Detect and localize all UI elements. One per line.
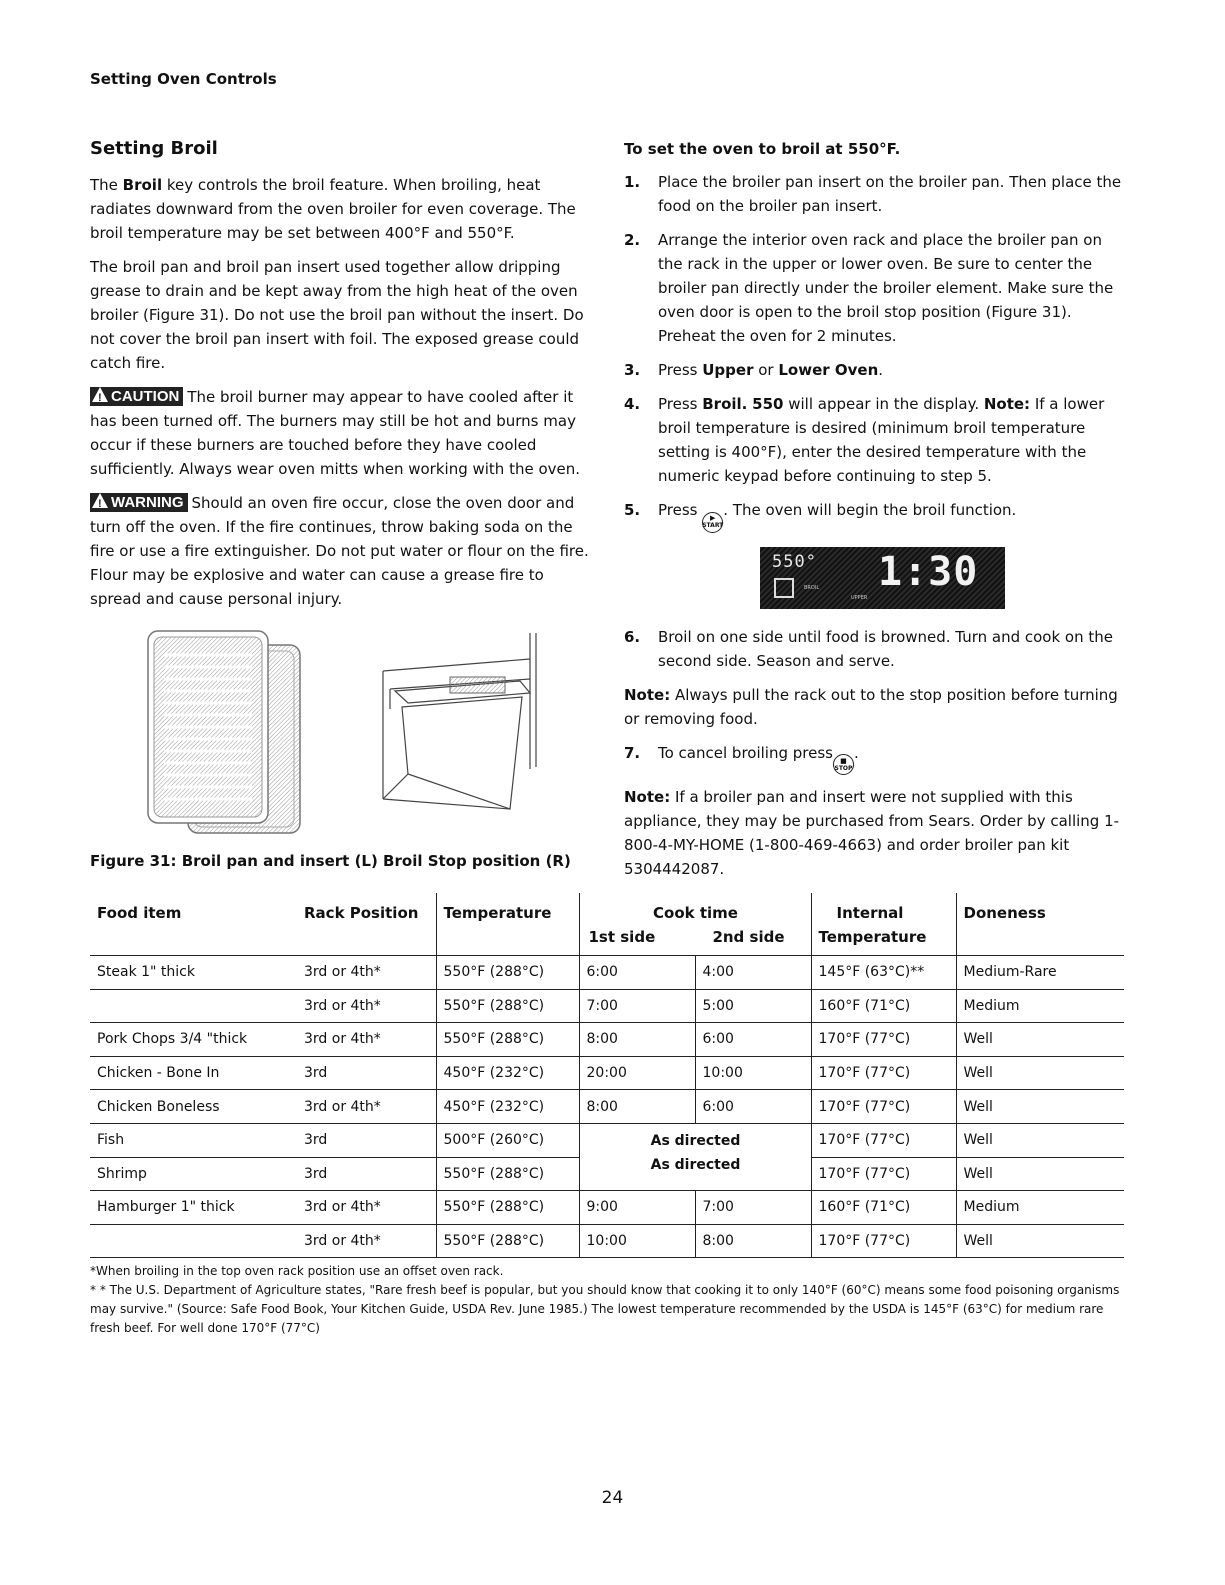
table-cell: 170°F (77°C) <box>811 1157 956 1191</box>
table-cell: 550°F (288°C) <box>436 1157 579 1191</box>
table-header-row <box>90 893 1124 956</box>
intro-paragraph: The Broil key controls the broil feature. When broiling, heat radiates downward from the oven broiler for even coverage. The broil temperature may be set between 400°F and 550°F. <box>90 176 576 242</box>
table-cell: 3rd <box>297 1157 436 1191</box>
table-footnotes <box>90 1262 1124 1338</box>
table-cell: Chicken - Bone In <box>90 1056 297 1090</box>
table-cell: Shrimp <box>90 1157 297 1191</box>
table-cell: As directed <box>579 1157 811 1191</box>
table-cell: 8:00 <box>579 1090 695 1124</box>
display-time: 1:30 <box>878 548 979 595</box>
broil-pan-illustration <box>90 629 590 844</box>
table-cell: 160°F (71°C) <box>811 989 956 1023</box>
table-cell: 6:00 <box>579 956 695 990</box>
table-cell: 3rd or 4th* <box>297 1224 436 1258</box>
setting-broil-title: Setting Broil <box>90 138 218 159</box>
header-internal-temperature: Internal Temperature <box>811 893 956 956</box>
table-cell: 170°F (77°C) <box>811 1224 956 1258</box>
table-row <box>90 1090 1124 1124</box>
step-7: 7. To cancel broiling press ■ STOP . <box>624 741 1129 776</box>
display-upper-label: UPPER <box>851 594 868 601</box>
right-column <box>624 140 1129 891</box>
table-cell: 500°F (260°C) <box>436 1123 579 1157</box>
table-row <box>90 989 1124 1023</box>
header-doneness: Doneness <box>956 893 1124 956</box>
figure-caption: Figure 31: Broil pan and insert (L) Broil Stop position (R) <box>90 852 571 870</box>
header-temperature: Temperature <box>436 893 579 956</box>
broil-pan-paragraph: The broil pan and broil pan insert used together allow dripping grease to drain and be kept away from the high heat of the oven broiler (Figure 31). Do not use the broil pan without the insert. Do not cover the broil pan insert with foil. The exposed grease could catch fire. <box>90 258 584 372</box>
table-cell: 3rd <box>297 1056 436 1090</box>
table-cell: Hamburger 1" thick <box>90 1191 297 1225</box>
figure-31 <box>90 629 590 844</box>
step-4: 4. Press Broil. 550 will appear in the display. Note: If a lower broil temperature is desired (minimum broil temperature setting is 400°F), enter the desired temperature with the numeric keypad before continuing to step 5. <box>624 395 1105 485</box>
table-cell: Medium <box>956 989 1124 1023</box>
table-row <box>90 956 1124 990</box>
warning-paragraph: ! WARNING Should an oven fire occur, close the oven door and turn off the oven. If the fire continues, throw baking soda on the fire or use a fire extinguisher. Do not put water or flour on the fire. Flour may be explosive and water can cause a grease fire to spread and cause personal injury. <box>90 494 589 608</box>
caution-paragraph: ! CAUTION The broil burner may appear to have cooled after it has been turned off. The burners may still be hot and burns may occur if these burners are touched before they have cooled sufficiently. Always wear oven mitts when working with the oven. <box>90 388 581 478</box>
table-cell: 550°F (288°C) <box>436 956 579 990</box>
footnote-usda: * * The U.S. Department of Agriculture states, "Rare fresh beef is popular, but you should know that cooking it to only 140°F (60°C) means some food poisoning organisms may survive." (Source: Safe Food Book, Your Kitchen Guide, USDA Rev. June 1985.) The lowest temperature recommended by the USDA is 145°F (63°C) for medium rare fresh beef. For well done 170°F (77°C) <box>90 1283 1120 1335</box>
table-cell: 8:00 <box>579 1023 695 1057</box>
table-cell <box>90 989 297 1023</box>
header-rack-position: Rack Position <box>297 893 436 956</box>
table-row <box>90 1056 1124 1090</box>
table-cell: 9:00 <box>579 1191 695 1225</box>
table-cell: 550°F (288°C) <box>436 1224 579 1258</box>
table-row <box>90 1123 1124 1157</box>
header-food-item: Food item <box>90 893 297 956</box>
display-oven-icon <box>774 578 794 598</box>
table-cell: 20:00 <box>579 1056 695 1090</box>
table-row <box>90 1191 1124 1225</box>
note-broiler-pan: Note: If a broiler pan and insert were not supplied with this appliance, they may be purchased from Sears. Order by calling 1-800-4-MY-HOME (1-800-469-4663) and order broiler pan kit 5304442087. <box>624 788 1120 878</box>
table-row <box>90 1157 1124 1191</box>
table-cell: Chicken Boneless <box>90 1090 297 1124</box>
table-cell: 170°F (77°C) <box>811 1056 956 1090</box>
left-column <box>90 138 590 870</box>
caution-badge: ! CAUTION <box>90 387 183 406</box>
broil-steps-cancel <box>624 741 1129 776</box>
header-cook-time: Cook time 1st side 2nd side <box>579 893 811 956</box>
page-number: 24 <box>601 1488 624 1508</box>
table-cell: 550°F (288°C) <box>436 1023 579 1057</box>
broil-550-title: To set the oven to broil at 550°F. <box>624 140 901 158</box>
table-cell: 3rd or 4th* <box>297 1023 436 1057</box>
display-broil-label: BROIL <box>804 584 820 591</box>
warning-badge: ! WARNING <box>90 493 188 512</box>
section-header: Setting Oven Controls <box>90 70 277 88</box>
table-cell: 550°F (288°C) <box>436 989 579 1023</box>
table-cell: 4:00 <box>695 956 811 990</box>
table-row <box>90 1023 1124 1057</box>
table-cell: Well <box>956 1123 1124 1157</box>
table-cell: 550°F (288°C) <box>436 1191 579 1225</box>
warning-triangle-icon: ! <box>92 493 108 508</box>
table-cell: 3rd or 4th* <box>297 1090 436 1124</box>
step-3: 3. Press Upper or Lower Oven. <box>624 361 884 379</box>
display-temperature: 550° <box>772 551 817 572</box>
step-1: 1. Place the broiler pan insert on the broiler pan. Then place the food on the broiler pan insert. <box>624 173 1122 215</box>
table-cell: 160°F (71°C) <box>811 1191 956 1225</box>
broil-steps-cont <box>624 625 1129 673</box>
table-cell: 450°F (232°C) <box>436 1090 579 1124</box>
table-cell: Fish <box>90 1123 297 1157</box>
warning-triangle-icon: ! <box>92 387 108 402</box>
table-cell: Steak 1" thick <box>90 956 297 990</box>
table-cell: 3rd or 4th* <box>297 956 436 990</box>
table-cell: Well <box>956 1023 1124 1057</box>
table-cell: 170°F (77°C) <box>811 1090 956 1124</box>
table-cell: 10:00 <box>695 1056 811 1090</box>
note-rack: Note: Always pull the rack out to the stop position before turning or removing food. <box>624 685 1118 728</box>
table-cell: 170°F (77°C) <box>811 1123 956 1157</box>
broil-chart-table <box>90 893 1124 1258</box>
table-cell: Well <box>956 1090 1124 1124</box>
table-cell: 10:00 <box>579 1224 695 1258</box>
stop-key-icon: ■ STOP <box>833 754 854 775</box>
start-key-icon: ▶ START <box>702 512 723 533</box>
table-cell: 450°F (232°C) <box>436 1056 579 1090</box>
table-cell: 3rd or 4th* <box>297 989 436 1023</box>
step-6: 6. Broil on one side until food is browned. Turn and cook on the second side. Season and serve. <box>624 627 1113 670</box>
step-2: 2. Arrange the interior oven rack and place the broiler pan on the rack in the upper or lower oven. Be sure to center the broiler pan directly under the broiler element. Make sure the oven door is open to the broil stop position (Figure 31). Preheat the oven for 2 minutes. <box>624 231 1114 345</box>
table-cell: As directed <box>579 1123 811 1157</box>
oven-display <box>760 547 1005 609</box>
table-cell: 7:00 <box>695 1191 811 1225</box>
table-cell: 6:00 <box>695 1023 811 1057</box>
table-cell: 7:00 <box>579 989 695 1023</box>
table-cell: Well <box>956 1157 1124 1191</box>
footnote-offset-rack: *When broiling in the top oven rack position use an offset oven rack. <box>90 1264 504 1278</box>
table-cell: 170°F (77°C) <box>811 1023 956 1057</box>
table-cell: Pork Chops 3/4 "thick <box>90 1023 297 1057</box>
table-cell: 6:00 <box>695 1090 811 1124</box>
table-cell: 5:00 <box>695 989 811 1023</box>
table-cell: Medium-Rare <box>956 956 1124 990</box>
table-cell: Well <box>956 1056 1124 1090</box>
table-cell: 8:00 <box>695 1224 811 1258</box>
table-cell: Medium <box>956 1191 1124 1225</box>
table-cell: Well <box>956 1224 1124 1258</box>
table-cell <box>90 1224 297 1258</box>
broil-steps <box>624 170 1129 533</box>
step-5: 5. Press ▶ START . The oven will begin the broil function. <box>624 498 1129 533</box>
table-cell: 3rd <box>297 1123 436 1157</box>
table-cell: 145°F (63°C)** <box>811 956 956 990</box>
table-cell: 3rd or 4th* <box>297 1191 436 1225</box>
table-row <box>90 1224 1124 1258</box>
